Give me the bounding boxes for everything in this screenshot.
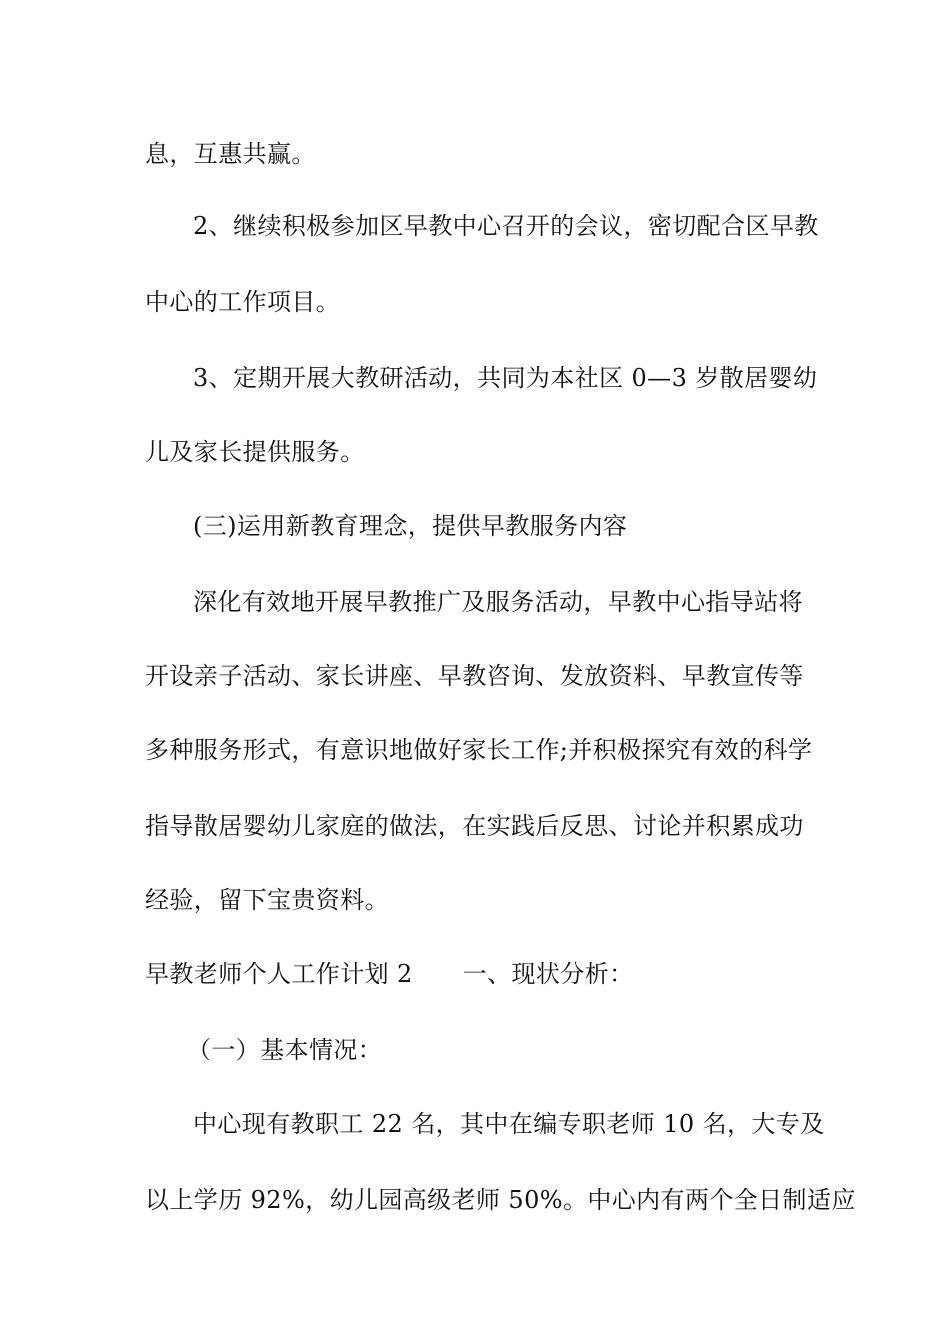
text-line: 2、继续积极参加区早教中心召开的会议，密切配合区早教 xyxy=(193,212,819,240)
plan-title: 早教老师个人工作计划 2 xyxy=(145,960,413,988)
text-line: 以上学历 92%，幼儿园高级老师 50%。中心内有两个全日制适应 xyxy=(145,1186,856,1214)
text-line: 中心的工作项目。 xyxy=(145,288,341,316)
section-heading: 一、现状分析： xyxy=(462,960,634,988)
text-line: 中心现有教职工 22 名，其中在编专职老师 10 名，大专及 xyxy=(193,1110,825,1138)
text-line: 指导散居婴幼儿家庭的做法，在实践后反思、讨论并积累成功 xyxy=(145,812,804,840)
subsection-heading: （一）基本情况： xyxy=(187,1036,383,1064)
text-line: 3、定期开展大教研活动，共同为本社区 0—3 岁散居婴幼 xyxy=(193,364,818,392)
text-line: 息，互惠共赢。 xyxy=(145,140,316,168)
section-heading: (三)运用新教育理念，提供早教服务内容 xyxy=(193,512,628,540)
text-line: 儿及家长提供服务。 xyxy=(145,438,365,466)
text-line: 开设亲子活动、家长讲座、早教咨询、发放资料、早教宣传等 xyxy=(145,662,804,690)
text-line: 多种服务形式，有意识地做好家长工作;并积极探究有效的科学 xyxy=(145,736,813,764)
text-line: 深化有效地开展早教推广及服务活动，早教中心指导站将 xyxy=(193,588,803,616)
plan-heading-line xyxy=(145,959,634,989)
text-line: 经验，留下宝贵资料。 xyxy=(145,886,389,914)
